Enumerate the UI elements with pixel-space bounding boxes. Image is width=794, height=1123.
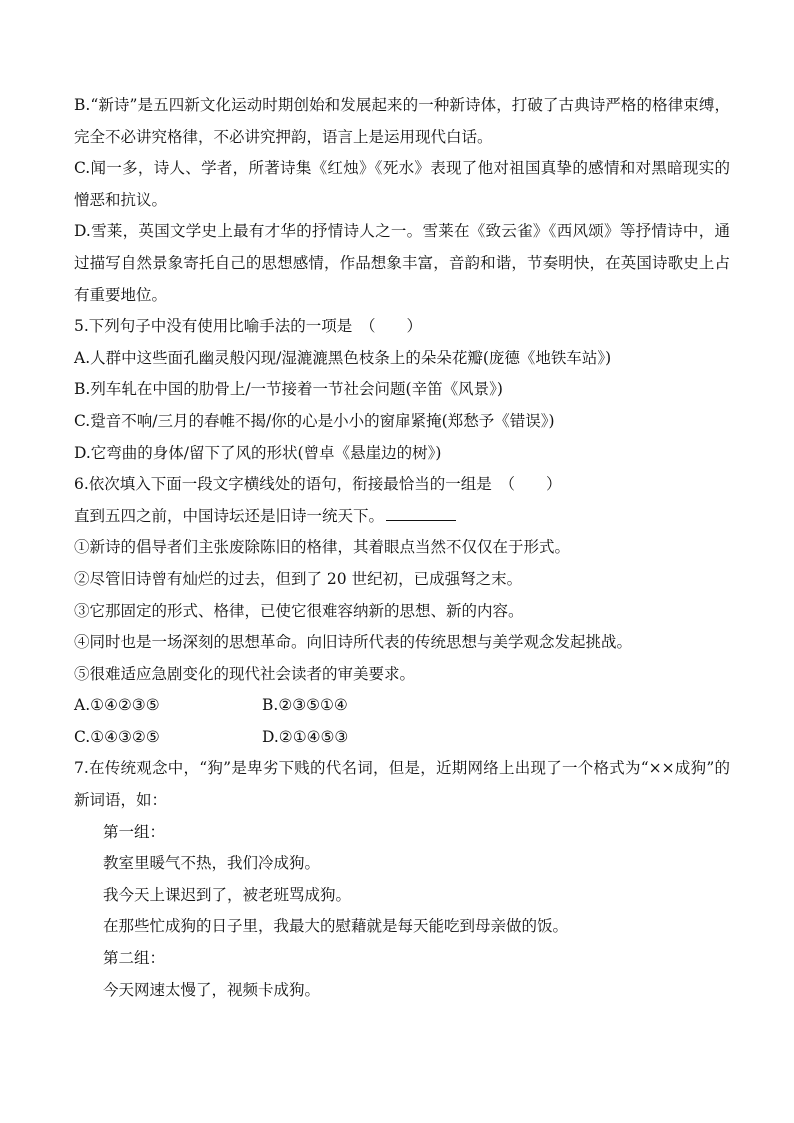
q6-sentence-4: ④同时也是一场深刻的思想革命。向旧诗所代表的传统思想与美学观念发起挑战。	[74, 633, 633, 652]
q6-sentence-5: ⑤很难适应急剧变化的现代社会读者的审美要求。	[74, 664, 416, 683]
q7-group1-example-2: 我今天上课迟到了，被老班骂成狗。	[103, 885, 352, 904]
q6-options-row-2	[74, 722, 730, 754]
q6-lead: 直到五四之前，中国诗坛还是旧诗一统天下。	[74, 506, 385, 525]
q5-option-c: C.跫音不响/三月的春帷不揭/你的心是小小的窗扉紧掩(郑愁予《错误》)	[74, 411, 555, 430]
document-page	[74, 90, 730, 1006]
q4-option-d: D.雪莱，英国文学史上最有才华的抒情诗人之一。雪莱在《致云雀》《西风颂》等抒情诗中，通过描写自然景象寄托自己的思想感情，作品想象丰富，音韵和谐，节奏明快，在英国诗歌史上占有重要地位。	[74, 222, 730, 304]
q5-option-d: D.它弯曲的身体/留下了风的形状(曾卓《悬崖边的树》)	[74, 443, 442, 462]
q6-sentence-3: ③它那固定的形式、格律，已使它很难容纳新的思想、新的内容。	[74, 601, 524, 620]
q7-group2-example-1: 今天网速太慢了，视频卡成狗。	[103, 980, 321, 999]
q7-stem: 7.在传统观念中，“狗”是卑劣下贱的代名词，但是，近期网络上出现了一个格式为“××成狗”的新词语，如：	[74, 759, 730, 810]
q5-option-b: B.列车轧在中国的肋骨上/一节接着一节社会问题(辛笛《风景》)	[74, 380, 503, 399]
q4-option-c: C.闻一多，诗人、学者，所著诗集《红烛》《死水》表现了他对祖国真挚的感情和对黑暗现实的憎恶和抗议。	[74, 159, 730, 209]
q4-option-b: B.“新诗”是五四新文化运动时期创始和发展起来的一种新诗体，打破了古典诗严格的格律束缚，完全不必讲究格律，不必讲究押韵，语言上是运用现代白话。	[74, 96, 730, 146]
q6-option-c: C.①④③②⑤	[74, 727, 160, 746]
q6-sentence-2: ②尽管旧诗曾有灿烂的过去，但到了 20 世纪初，已成强弩之末。	[74, 569, 523, 588]
q7-group1-example-1: 教室里暖气不热，我们冷成狗。	[103, 854, 321, 873]
q7-group1-example-3: 在那些忙成狗的日子里，我最大的慰藉就是每天能吃到母亲做的饭。	[103, 917, 569, 936]
q6-option-a: A.①④②③⑤	[74, 696, 160, 715]
q5-option-a: A.人群中这些面孔幽灵般闪现/湿漉漉黑色枝条上的朵朵花瓣(庞德《地铁车站》)	[74, 348, 612, 367]
q5-stem: 5.下列句子中没有使用比喻手法的一项是 （ ）	[74, 317, 423, 336]
q6-option-d: D.②①④⑤③	[262, 727, 349, 746]
q6-option-b: B.②③⑤①④	[262, 696, 348, 715]
q6-lead-line	[74, 501, 730, 533]
q6-options-row-1	[74, 690, 730, 722]
q6-sentence-1: ①新诗的倡导者们主张废除陈旧的格律，其着眼点当然不仅仅在于形式。	[74, 538, 571, 557]
fill-blank	[386, 506, 456, 521]
q7-group2-label: 第二组：	[103, 949, 166, 968]
q7-group1-label: 第一组：	[103, 822, 166, 841]
q6-stem: 6.依次填入下面一段文字横线处的语句，衔接最恰当的一组是 （ ）	[74, 475, 562, 494]
